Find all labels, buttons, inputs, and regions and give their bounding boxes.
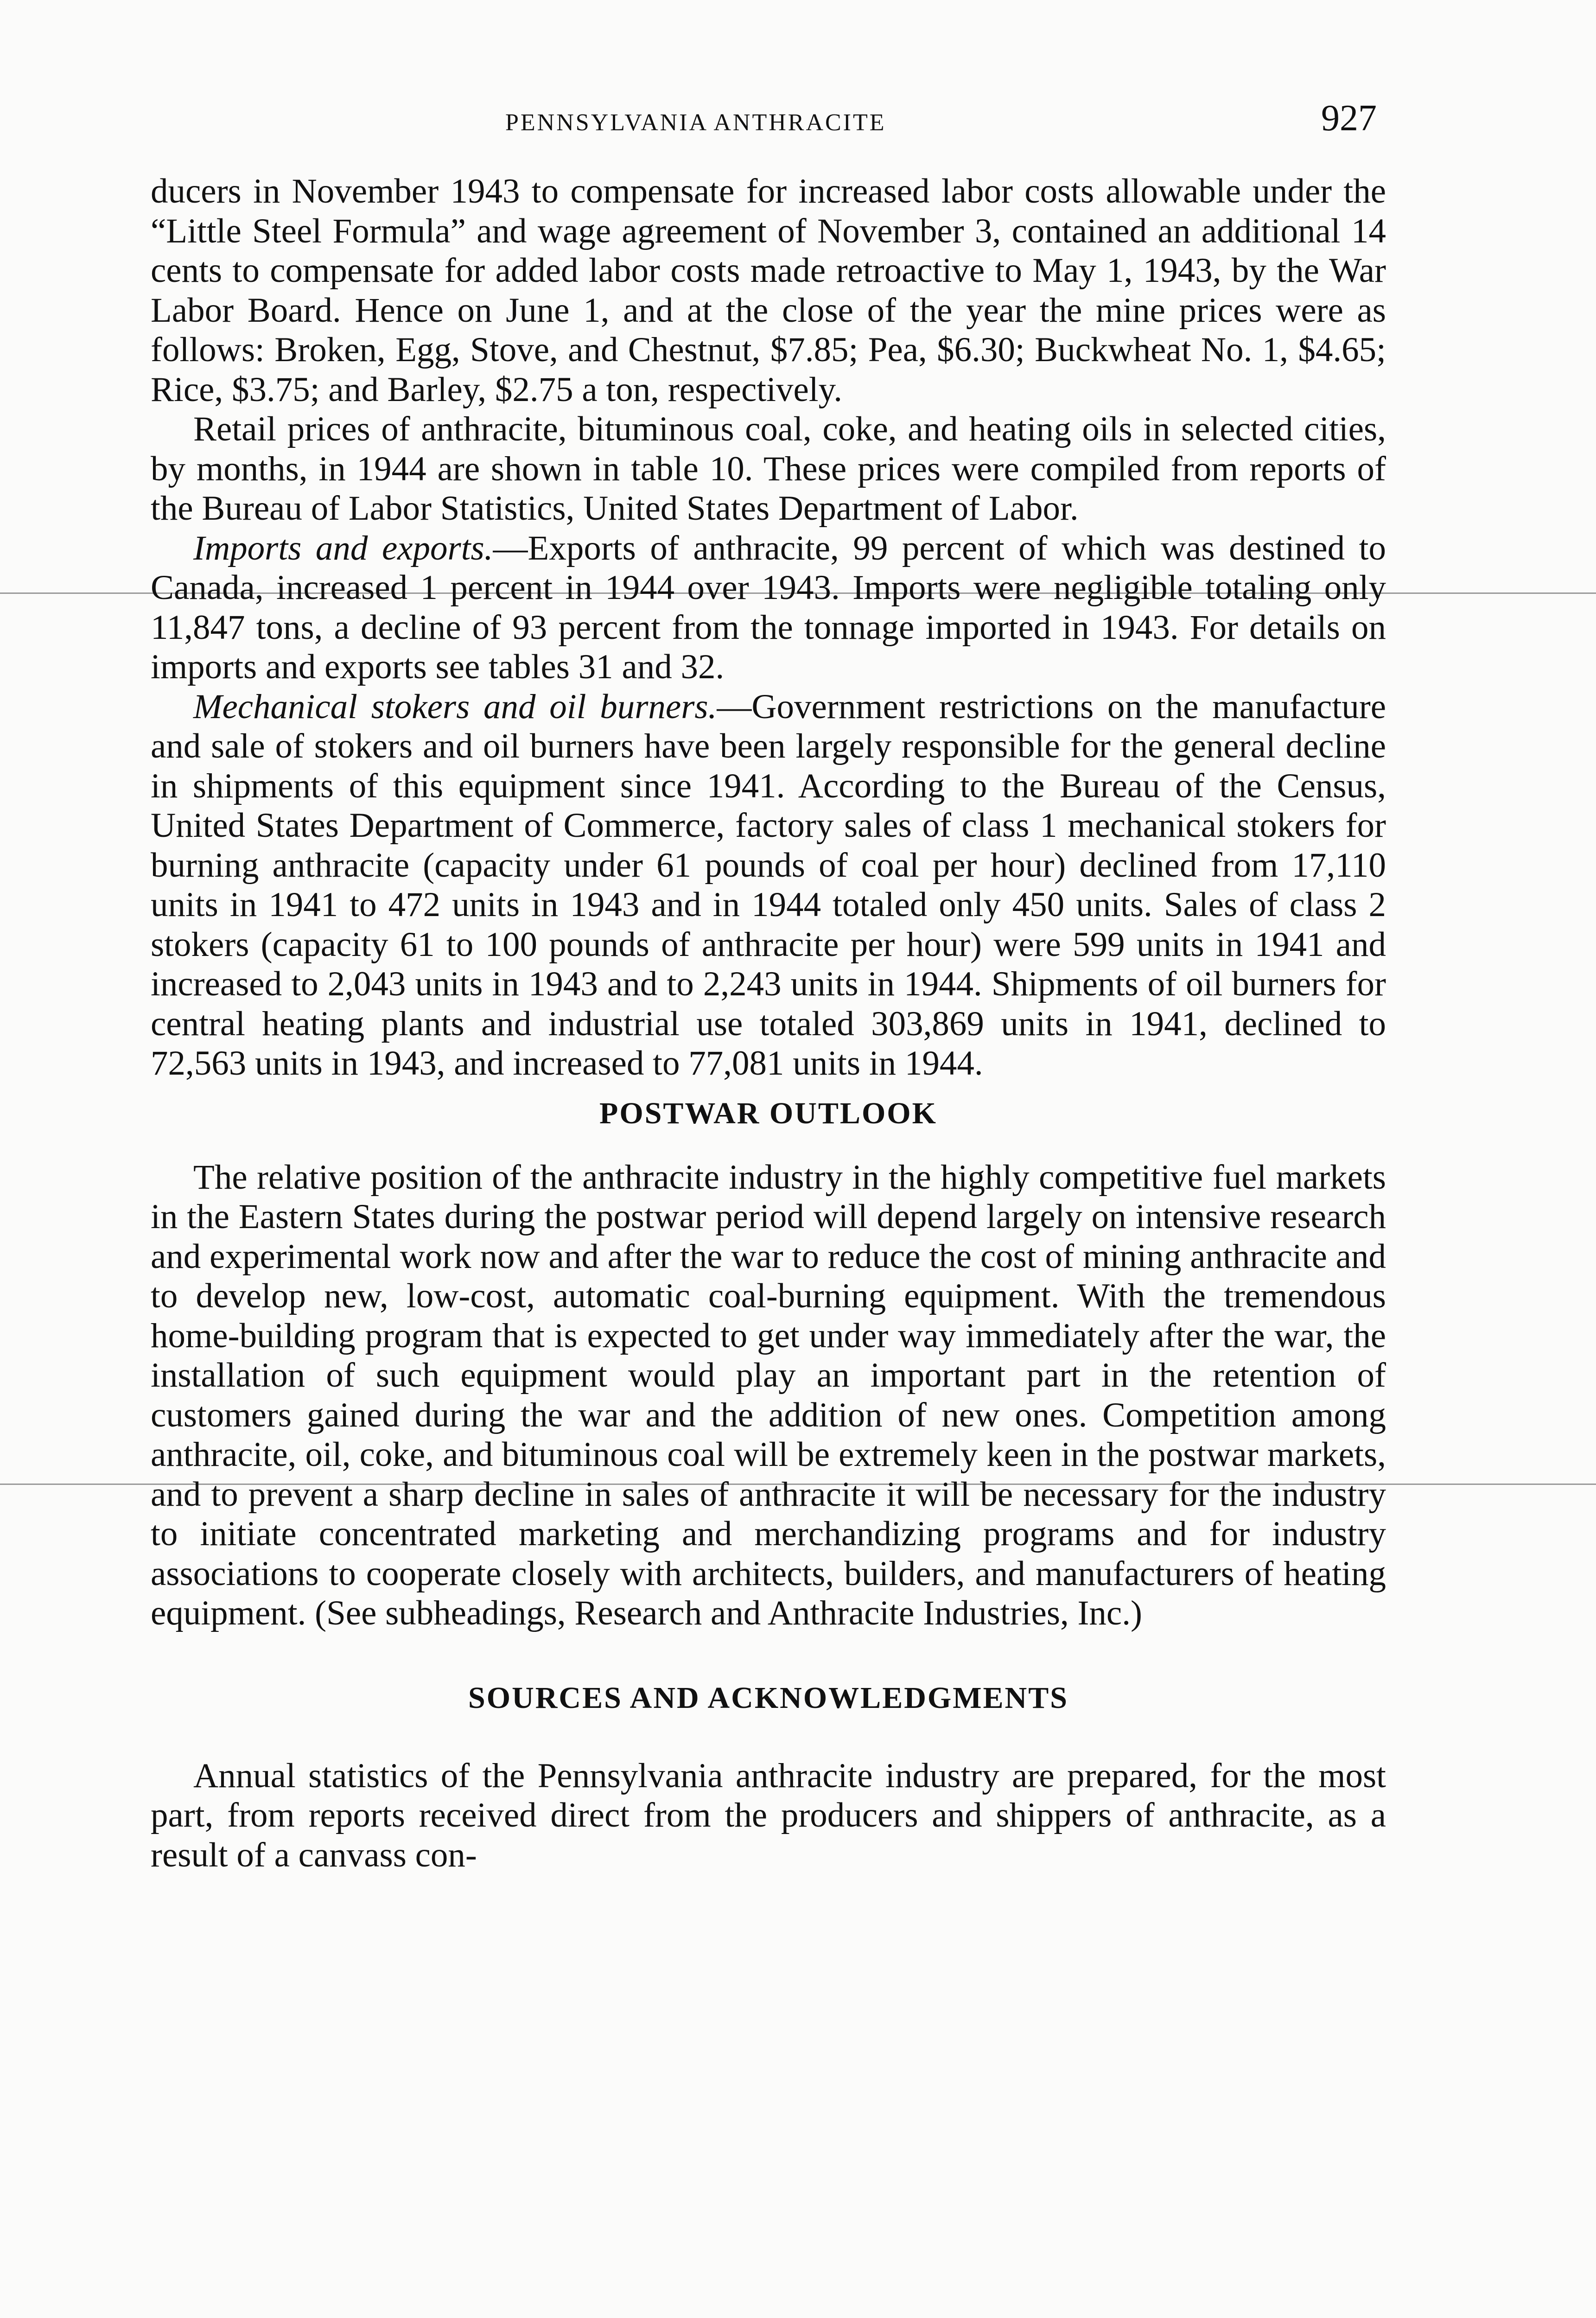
- section-heading-postwar: POSTWAR OUTLOOK: [599, 1096, 937, 1130]
- run-in-heading-stokers: Mechanical stokers and oil burners.: [193, 687, 717, 726]
- paragraph-imports-exports: [151, 529, 1386, 687]
- paragraph-stokers: [151, 687, 1386, 1083]
- paragraph-imports-text: —Exports of anthracite, 99 percent of which was destined to Canada, increased 1 percent in 1944 over 1943. Imports were negligible totaling only 11,847 tons, a decline of 93 percent from the tonnage imported in 1943. For details on imports and exports see tables 31 and 32.: [151, 529, 1386, 686]
- page-header: [487, 98, 1377, 141]
- page-number: 927: [1321, 98, 1377, 139]
- section-heading-sources: SOURCES AND ACKNOWLEDGMENTS: [468, 1681, 1068, 1715]
- paragraph-retail-prices: Retail prices of anthracite, bituminous coal, coke, and heating oils in selected cities, by months, in 1944 are shown in table 10. These prices were compiled from reports of the Bureau of Labor Statistics, United States Department of Labor.: [151, 410, 1386, 528]
- page-body: [151, 172, 1386, 1875]
- paragraph-postwar: The relative position of the anthracite industry in the highly competitive fuel markets in the Eastern States during the postwar period will depend largely on intensive research and experimental work now and after the war to reduce the cost of mining anthracite and to develop new, low-cost, automatic coal-burning equipment. With the tremendous home-building program that is expected to get under way immediately after the war, the installation of such equipment would play an important part in the retention of customers gained during the war and the addition of new ones. Competition among anthracite, oil, coke, and bituminous coal will be extremely keen in the postwar markets, and to prevent a sharp decline in sales of anthracite it will be necessary for the industry to initiate concentrated marketing and merchandizing programs and for industry associations to cooperate closely with architects, builders, and manufacturers of heating equipment. (See subheadings, Research and Anthracite Industries, Inc.): [151, 1158, 1386, 1632]
- paragraph-continued: ducers in November 1943 to compensate for increased labor costs allowable under the “Little Steel Formula” and wage agreement of November 3, contained an additional 14 cents to compensate for added labor costs made retroactive to May 1, 1943, by the War Labor Board. Hence on June 1, and at the close of the year the mine prices were as follows: Broken, Egg, Stove, and Chestnut, $7.85; Pea, $6.30; Buckwheat No. 1, $4.65; Rice, $3.75; and Barley, $2.75 a ton, respectively.: [151, 172, 1386, 409]
- paragraph-sources: Annual statistics of the Pennsylvania anthracite industry are prepared, for the most part, from reports received direct from the producers and shippers of anthracite, as a result of a canvass con-: [151, 1756, 1386, 1874]
- paragraph-stokers-text: —Government restrictions on the manufacture and sale of stokers and oil burners have been largely responsible for the general decline in shipments of this equipment since 1941. According to the Bureau of the Census, United States Department of Commerce, factory sales of class 1 mechanical stokers for burning anthracite (capacity under 61 pounds of coal per hour) declined from 17,110 units in 1941 to 472 units in 1943 and in 1944 totaled only 450 units. Sales of class 2 stokers (capacity 61 to 100 pounds of anthracite per hour) were 599 units in 1941 and increased to 2,043 units in 1943 and to 2,243 units in 1944. Shipments of oil burners for central heating plants and industrial use totaled 303,869 units in 1941, declined to 72,563 units in 1943, and increased to 77,081 units in 1944.: [151, 687, 1386, 1083]
- run-in-heading-imports: Imports and exports.: [193, 529, 493, 567]
- running-head: PENNSYLVANIA ANTHRACITE: [505, 109, 886, 136]
